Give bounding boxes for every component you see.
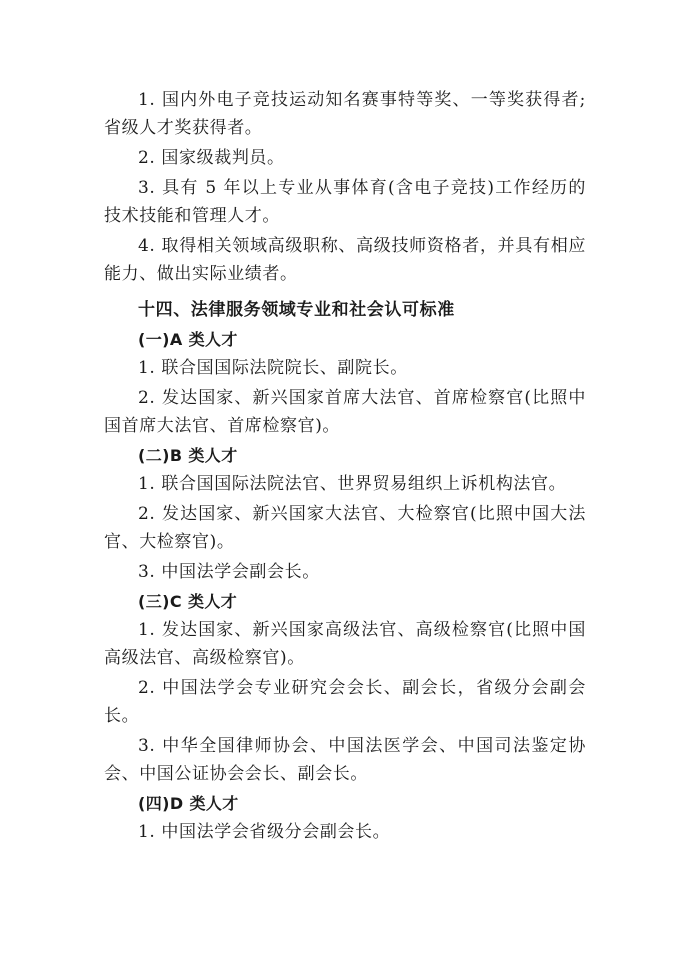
paragraph: 1. 发达国家、新兴国家高级法官、高级检察官(比照中国高级法官、高级检察官)。	[104, 620, 586, 668]
subsection-heading: (四)D 类人才	[138, 794, 239, 813]
paragraph: 2. 发达国家、新兴国家大法官、大检察官(比照中国大法官、大检察官)。	[104, 504, 586, 552]
paragraph: 4. 取得相关领域高级职称、高级技师资格者，并具有相应能力、做出实际业绩者。	[104, 236, 586, 284]
paragraph: 2. 国家级裁判员。	[138, 148, 285, 168]
paragraph: 1. 中国法学会省级分会副会长。	[138, 822, 391, 842]
paragraph: 3. 中国法学会副会长。	[138, 562, 320, 582]
section-heading: 十四、法律服务领域专业和社会认可标准	[138, 300, 455, 320]
paragraph: 1. 国内外电子竞技运动知名赛事特等奖、一等奖获得者;省级人才奖获得者。	[104, 90, 586, 138]
paragraph: 1. 联合国国际法院法官、世界贸易组织上诉机构法官。	[138, 474, 567, 494]
paragraph: 2. 中国法学会专业研究会会长、副会长，省级分会副会长。	[104, 678, 586, 726]
subsection-heading: (二)B 类人才	[138, 446, 238, 465]
subsection-heading: (一)A 类人才	[138, 330, 238, 349]
paragraph: 3. 中华全国律师协会、中国法医学会、中国司法鉴定协会、中国公证协会会长、副会长。	[104, 736, 586, 784]
paragraph: 3. 具有 5 年以上专业从事体育(含电子竞技)工作经历的技术技能和管理人才。	[104, 178, 586, 226]
document-body	[104, 86, 586, 848]
paragraph: 2. 发达国家、新兴国家首席大法官、首席检察官(比照中国首席大法官、首席检察官)。	[104, 388, 586, 436]
subsection-heading: (三)C 类人才	[138, 592, 238, 611]
paragraph: 1. 联合国国际法院院长、副院长。	[138, 358, 408, 378]
